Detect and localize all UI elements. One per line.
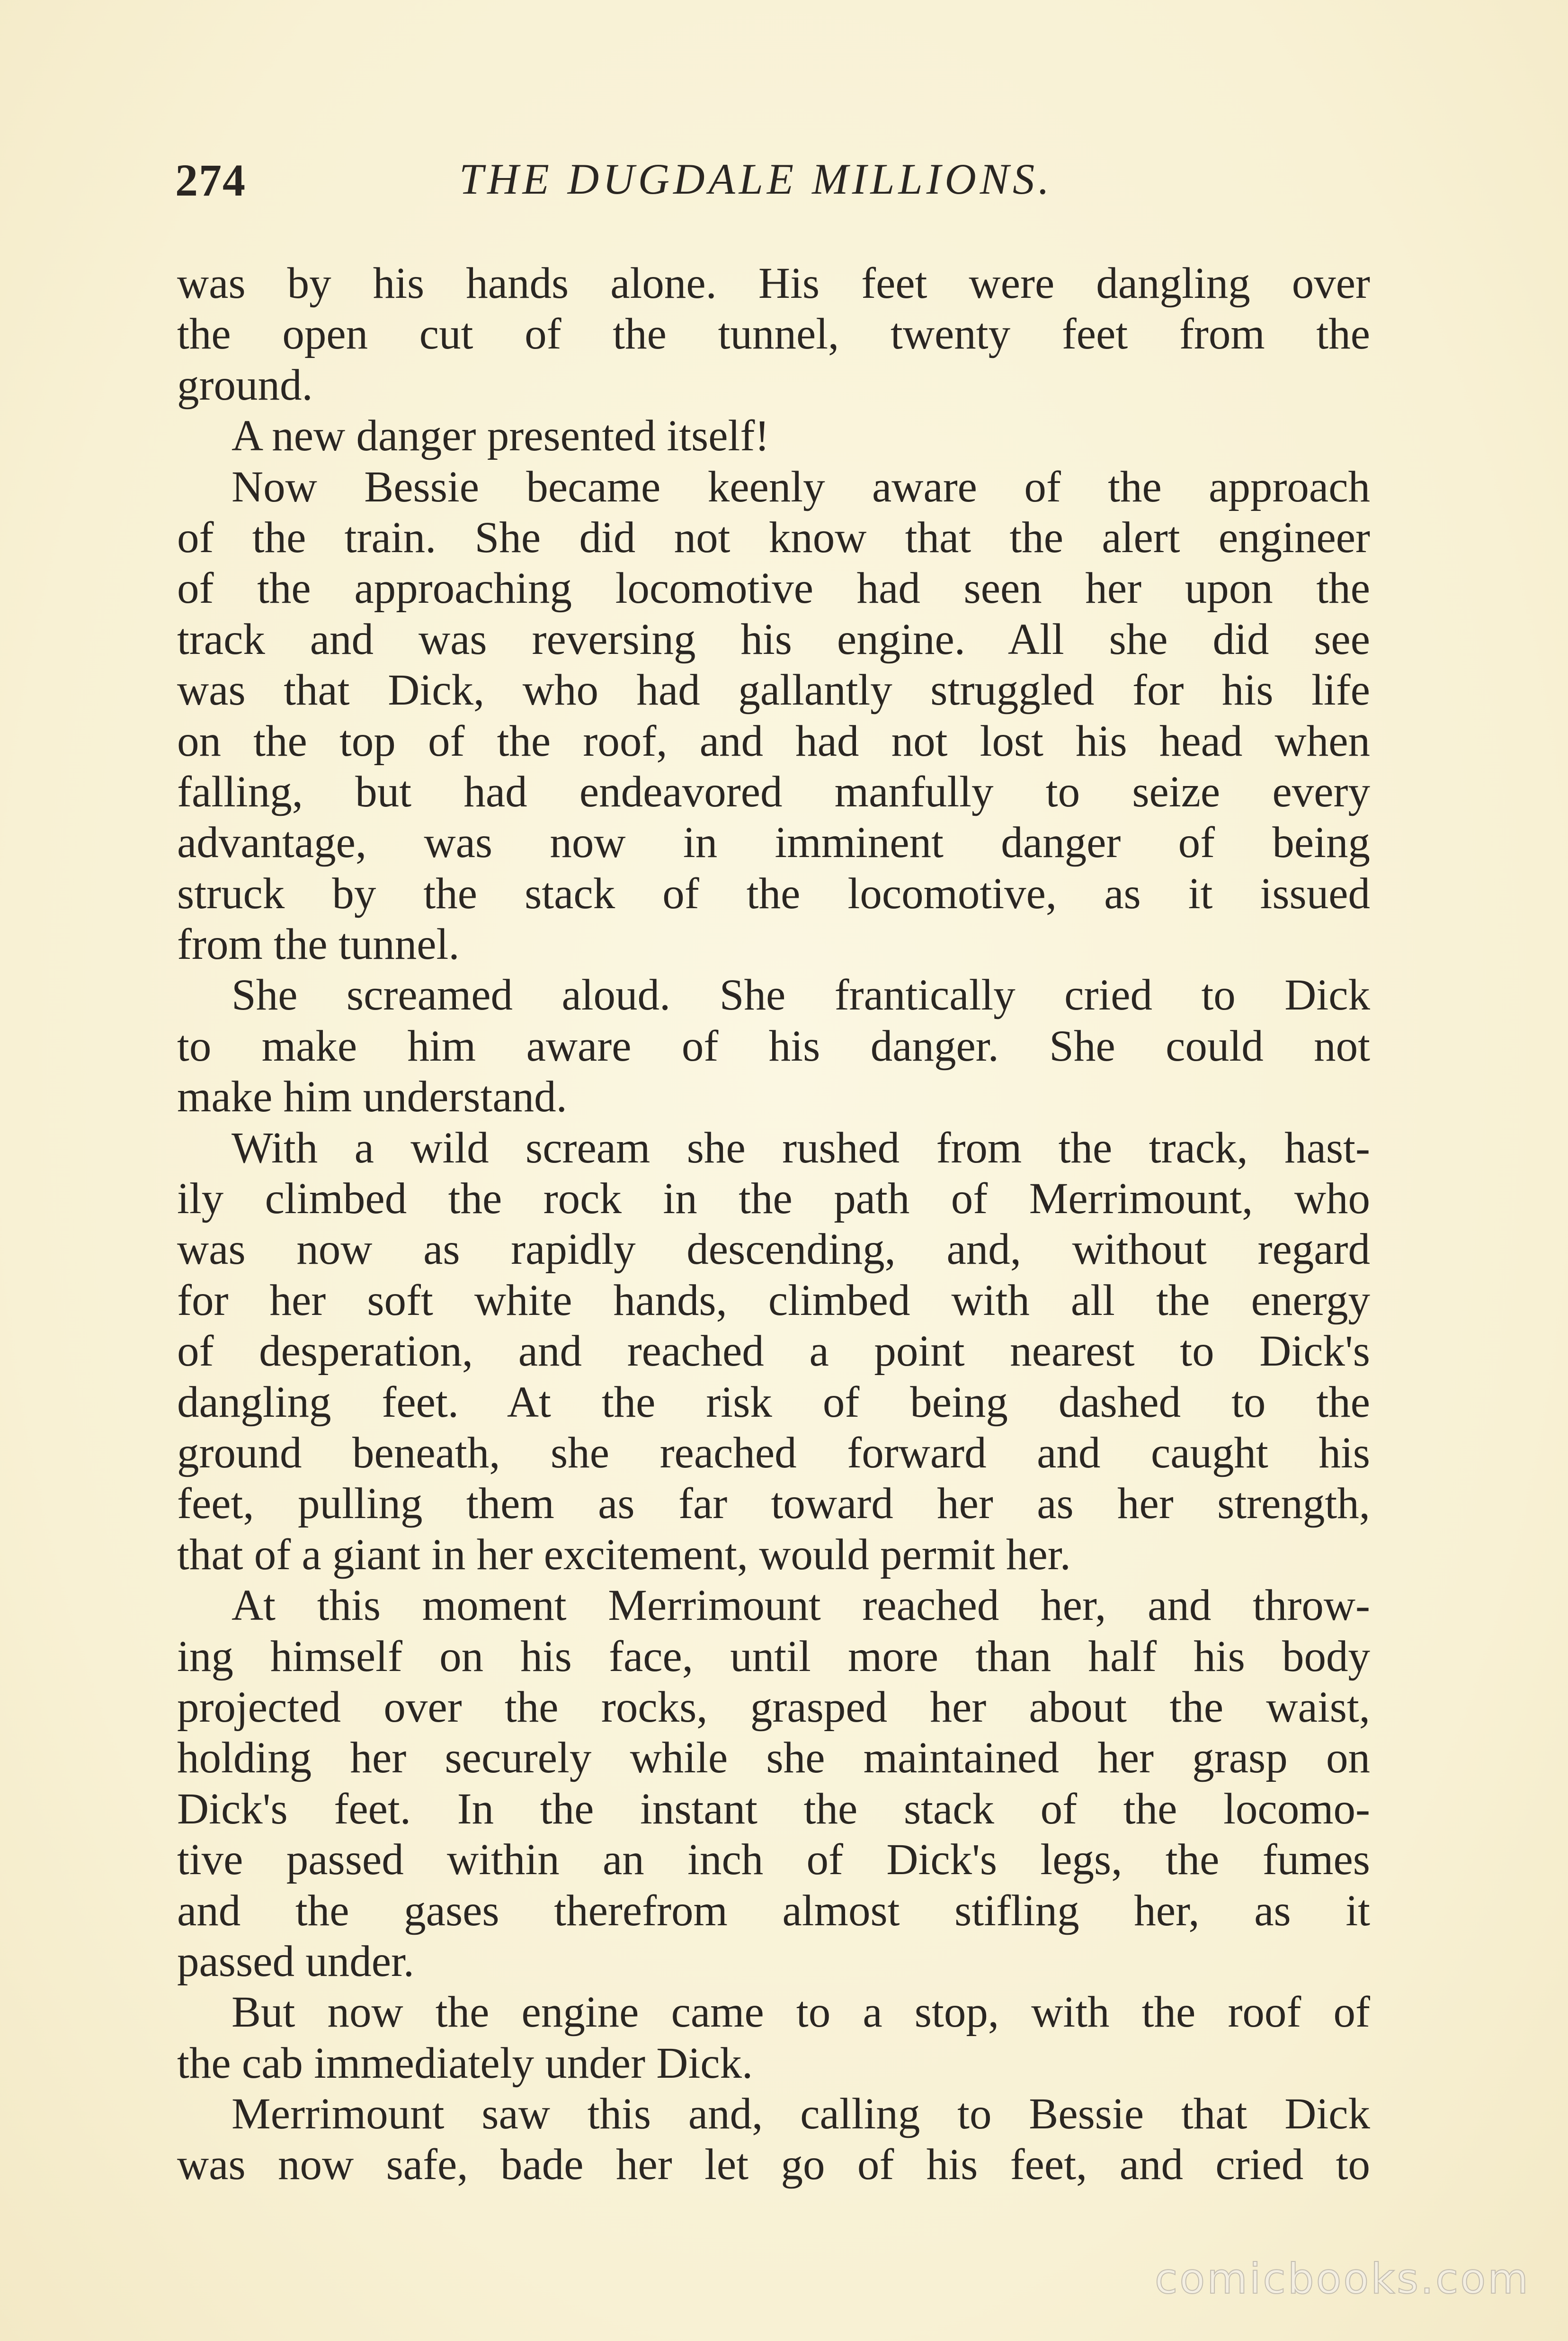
text-line: make him understand. <box>177 1072 567 1122</box>
text-line: was now as rapidly descending, and, without regard <box>177 1225 1370 1274</box>
text-line: struck by the stack of the locomotive, as it issued <box>177 869 1370 918</box>
text-line: from the tunnel. <box>177 920 460 969</box>
text-line: Now Bessie became keenly aware of the approach <box>232 462 1370 511</box>
text-line: ily climbed the rock in the path of Merrimount, who <box>177 1174 1370 1224</box>
text-line: At this moment Merrimount reached her, and throw- <box>232 1581 1370 1630</box>
text-line: of desperation, and reached a point nearest to Dick's <box>177 1327 1370 1376</box>
text-line: passed under. <box>177 1937 415 1986</box>
running-title: THE DUGDALE MILLIONS. <box>459 155 1053 203</box>
text-line: on the top of the roof, and had not lost his head when <box>177 716 1370 766</box>
text-line: projected over the rocks, grasped her about the waist, <box>177 1682 1370 1732</box>
text-line: the open cut of the tunnel, twenty feet from the <box>177 310 1370 359</box>
text-line: of the approaching locomotive had seen her upon the <box>177 564 1370 613</box>
text-line: holding her securely while she maintained her grasp on <box>177 1733 1370 1783</box>
text-line: tive passed within an inch of Dick's legs, the fumes <box>177 1835 1370 1885</box>
text-line: that of a giant in her excitement, would permit her. <box>177 1530 1071 1579</box>
text-line: dangling feet. At the risk of being dashed to the <box>177 1377 1370 1427</box>
text-line: the cab immediately under Dick. <box>177 2038 753 2088</box>
text-line: With a wild scream she rushed from the track, hast- <box>232 1123 1370 1172</box>
text-line: was by his hands alone. His feet were dangling over <box>177 259 1370 308</box>
text-line: ing himself on his face, until more than half his body <box>177 1632 1370 1681</box>
text-line: for her soft white hands, climbed with all the energy <box>177 1276 1370 1325</box>
page-number: 274 <box>175 155 246 206</box>
text-line: track and was reversing his engine. All she did see <box>177 615 1370 664</box>
body-text <box>177 258 1370 2190</box>
text-line: Dick's feet. In the instant the stack of the locomo- <box>177 1784 1370 1833</box>
text-line: was that Dick, who had gallantly struggled for his life <box>177 666 1370 715</box>
text-line: was now safe, bade her let go of his feet, and cried to <box>177 2140 1370 2189</box>
text-line: But now the engine came to a stop, with the roof of <box>232 1988 1370 2037</box>
text-line: of the train. She did not know that the alert engineer <box>177 513 1370 562</box>
text-line: Merrimount saw this and, calling to Bessie that Dick <box>232 2090 1370 2139</box>
text-line: falling, but had endeavored manfully to seize every <box>177 767 1370 816</box>
watermark: comicbooks.com <box>1154 2254 1530 2303</box>
text-line: A new danger presented itself! <box>232 411 770 461</box>
text-line: to make him aware of his danger. She could not <box>177 1021 1370 1071</box>
text-line: advantage, was now in imminent danger of being <box>177 818 1370 867</box>
text-line: She screamed aloud. She frantically cried to Dick <box>232 971 1370 1020</box>
text-line: ground beneath, she reached forward and caught his <box>177 1428 1370 1477</box>
text-line: feet, pulling them as far toward her as her strength, <box>177 1479 1370 1528</box>
text-line: and the gases therefrom almost stifling her, as it <box>177 1886 1370 1935</box>
text-line: ground. <box>177 360 313 410</box>
running-head <box>175 154 1387 211</box>
